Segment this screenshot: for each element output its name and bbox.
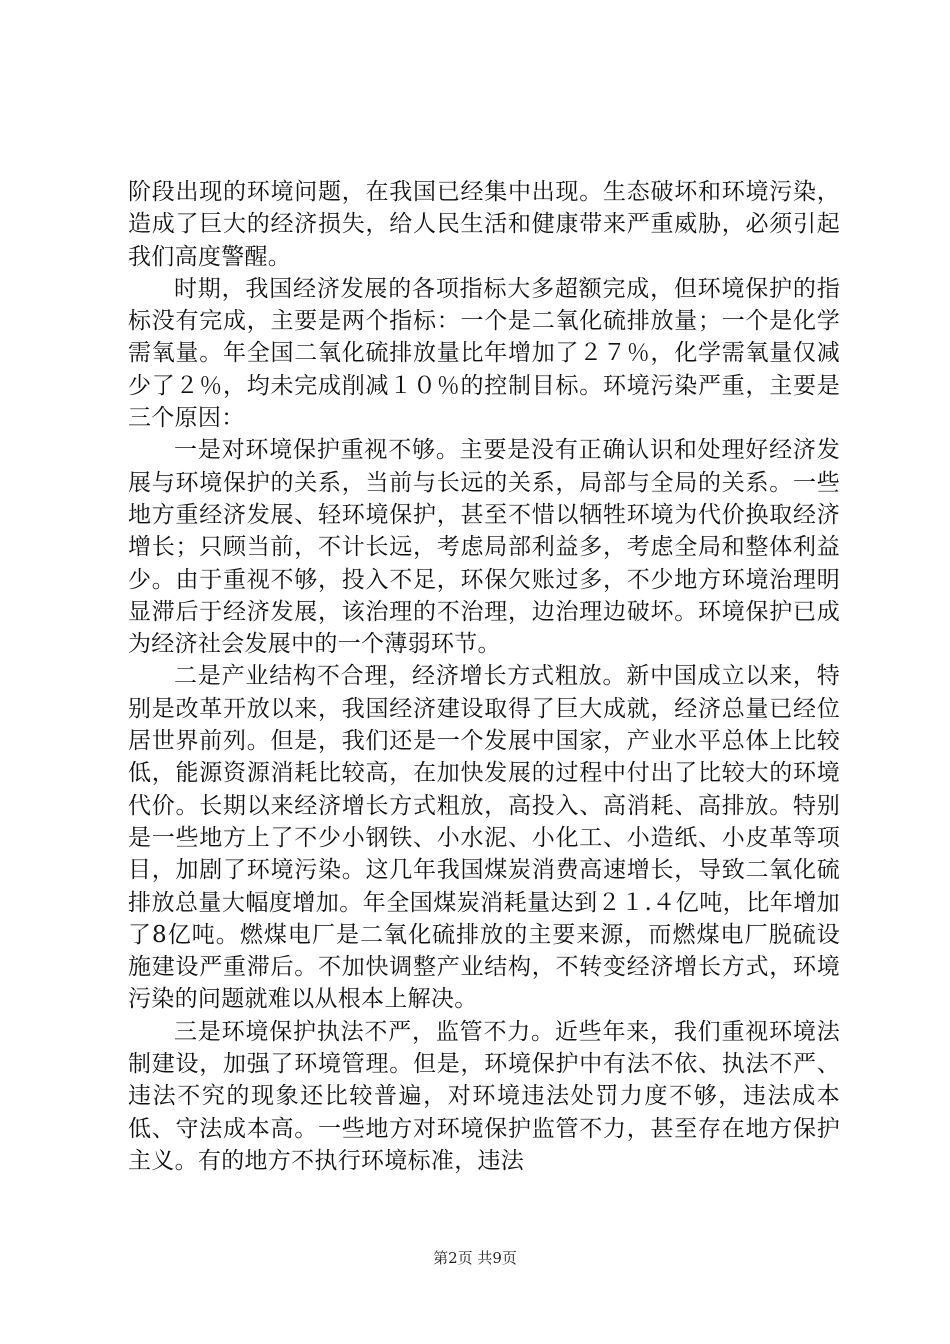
paragraph-1: 阶段出现的环境问题，在我国已经集中出现。生态破坏和环境污染，造成了巨大的经济损失，给人民生活和健康带来严重威胁，必须引起我们高度警醒。	[128, 179, 840, 270]
paragraph-4: 二是产业结构不合理，经济增长方式粗放。新中国成立以来，特别是改革开放以来，我国经济建设取得了巨大成就，经济总量已经位居世界前列。但是，我们还是一个发展中国家，产业水平总体上比较低，能源资源消耗比较高，在加快发展的过程中付出了比较大的环境代价。长期以来经济增长方式粗放，高投入、高消耗、高排放。特别是一些地方上了不少小钢铁、小水泥、小化工、小造纸、小皮革等项目，加剧了环境污染。这几年我国煤炭消费高速增长，导致二氧化硫排放总量大幅度增加。年全国煤炭消耗量达到２１.４亿吨，比年增加了8亿吨。燃煤电厂是二氧化硫排放的主要来源，而燃煤电厂脱硫设施建设严重滞后。不加快调整产业结构，不转变经济增长方式，环境污染的问题就难以从根本上解决。	[128, 663, 840, 1013]
paragraph-2: 时期，我国经济发展的各项指标大多超额完成，但环境保护的指标没有完成，主要是两个指标：一个是二氧化硫排放量；一个是化学需氧量。年全国二氧化硫排放量比年增加了２７％，化学需氧量仅减少了２％，均未完成削减１０％的控制目标。环境污染严重，主要是三个原因：	[128, 275, 840, 432]
paragraph-3: 一是对环境保护重视不够。主要是没有正确认识和处理好经济发展与环境保护的关系，当前与长远的关系，局部与全局的关系。一些地方重经济发展、轻环境保护，甚至不惜以牺牲环境为代价换取经济增长；只顾当前，不计长远，考虑局部利益多，考虑全局和整体利益少。由于重视不够，投入不足，环保欠账过多，不少地方环境治理明显滞后于经济发展，该治理的不治理，边治理边破坏。环境保护已成为经济社会发展中的一个薄弱环节。	[128, 437, 840, 658]
body-text	[128, 176, 840, 1177]
page-footer: 第2页 共9页	[433, 1249, 517, 1267]
paragraph-5: 三是环境保护执法不严，监管不力。近些年来，我们重视环境法制建设，加强了环境管理。但是，环境保护中有法不依、执法不严、违法不究的现象还比较普遍，对环境违法处罚力度不够，违法成本低、守法成本高。一些地方对环境保护监管不力，甚至存在地方保护主义。有的地方不执行环境标准，违法	[128, 1018, 840, 1174]
